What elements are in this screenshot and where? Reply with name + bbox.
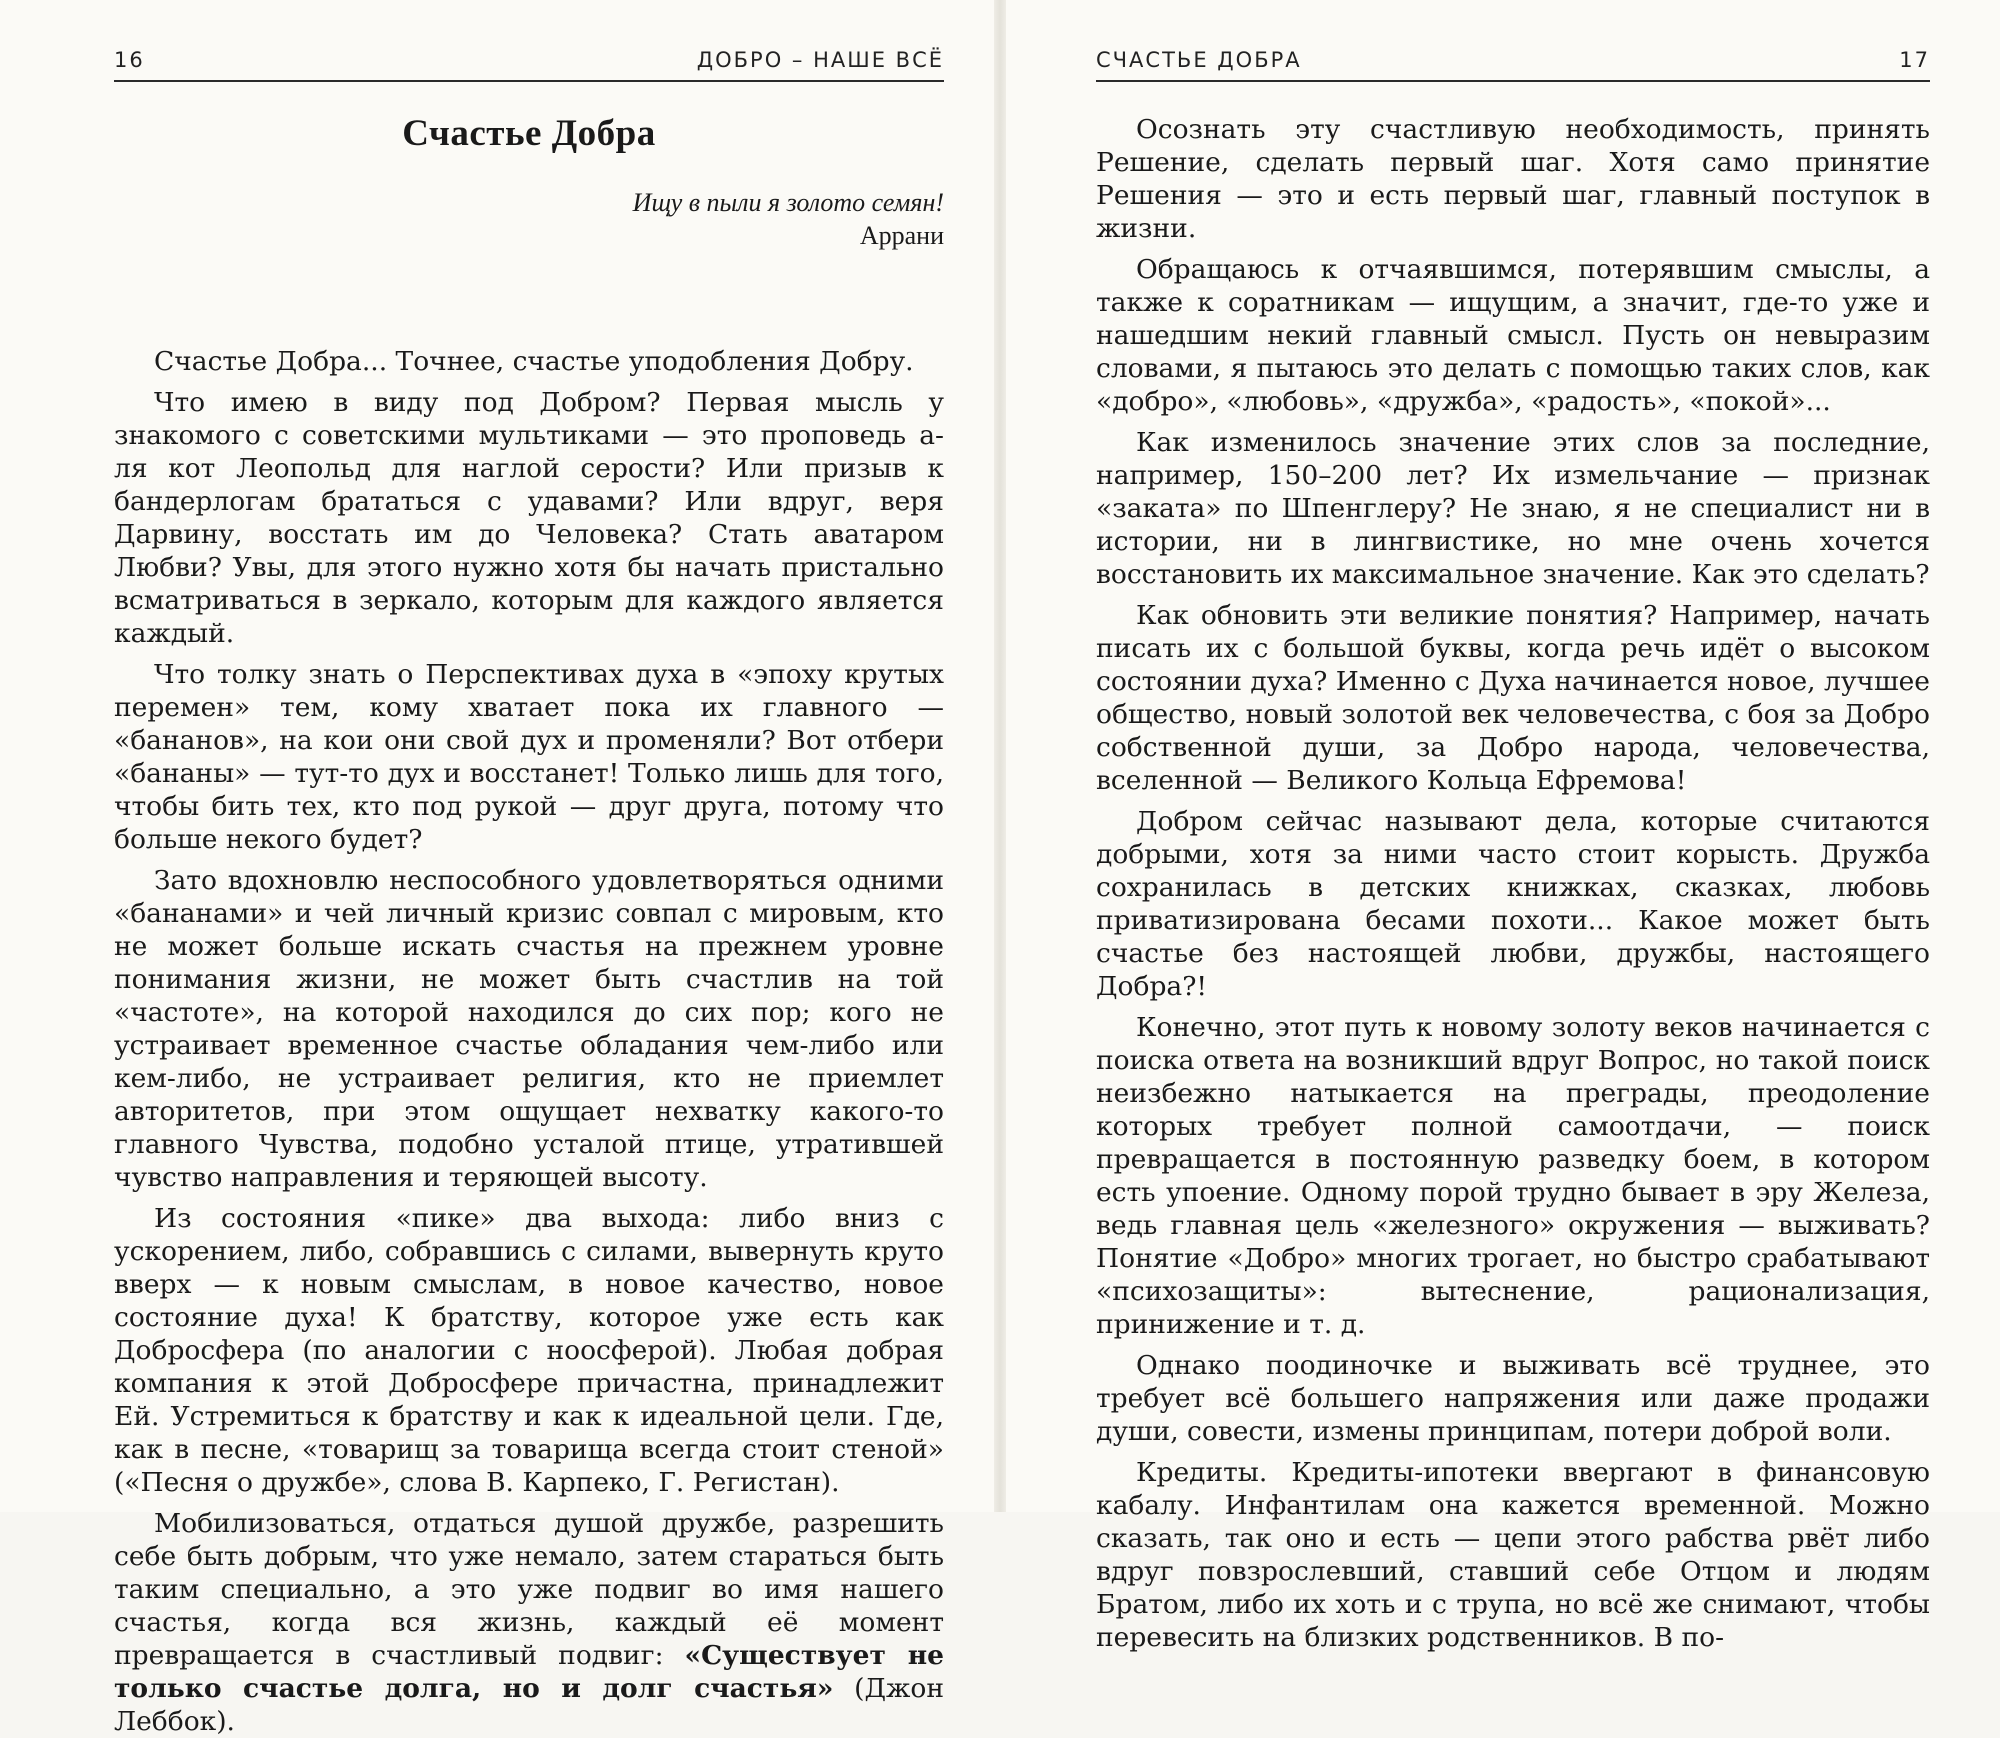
running-head: ДОБРО – НАШЕ ВСЁ	[696, 48, 944, 72]
paragraph: Что имею в виду под Добром? Первая мысль у знакомого с советскими мультиками — это проповедь а-ля кот Леопольд для наглой серости? Или призыв к бандерлогам брататься с удавами? Или вдруг, веря Дарвину, восстать им до Человека? Стать аватаром Любви? Увы, для этого нужно хотя бы начать пристально всматриваться в зеркало, которым для каждого является каждый.	[114, 387, 944, 649]
epigraph	[114, 186, 944, 252]
paragraph-text: Мобилизоваться, отдаться душой дружбе, разрешить себе быть добрым, что уже немало, затем стараться быть таким специально, а это уже подвиг во имя нашего счастья, когда вся жизнь, каждый её момент превращается в счастливый подвиг:	[114, 1508, 944, 1671]
paragraph: Добром сейчас называют дела, которые считаются добрыми, хотя за ними часто стоит корысть. Дружба сохранилась в детских книжках, сказках, любовь приватизирована бесами похоти... Какое может быть счастье без настоящей любви, дружбы, настоящего Добра?!	[1096, 806, 1930, 1002]
paragraph: Счастье Добра... Точнее, счастье уподобления Добру.	[154, 346, 914, 377]
left-page-body	[114, 345, 944, 1738]
right-page-body	[1096, 113, 1930, 1654]
quote-attribution: (Джон Леббок).	[114, 1673, 944, 1737]
page-number: 16	[114, 48, 145, 72]
paragraph: Что толку знать о Перспективах духа в «эпоху крутых перемен» тем, кому хватает пока их главного — «бананов», на кои они свой дух и променяли? Вот отбери «бананы» — тут-то дух и восстанет! Только лишь для того, чтобы бить тех, кто под рукой — друг друга, потому что больше некого будет?	[114, 659, 944, 855]
paragraph: Конечно, этот путь к новому золоту веков начинается с поиска ответа на возникший вдруг Вопрос, но такой поиск неизбежно натыкается на преграды, преодоление которых требует полной самоотдачи, — поиск превращается в постоянную разведку боем, в котором есть упоение. Одному порой трудно бывает в эру Железа, ведь главная цель «железного» окружения — выживать? Понятие «Добро» многих трогает, но быстро срабатывают «психозащиты»: вытеснение, рационализация, принижение и т. д.	[1096, 1012, 1930, 1340]
bold-quote: «Существует не только счастье долга, но и долг счастья»	[114, 1640, 944, 1704]
left-page-header	[114, 40, 944, 82]
left-page	[0, 0, 1000, 1737]
paragraph: Однако поодиночке и выживать всё труднее, это требует всё большего напряжения или даже продажи души, совести, измены принципам, потери доброй воли.	[1096, 1350, 1930, 1447]
paragraph: Обращаюсь к отчаявшимся, потерявшим смыслы, а также к соратникам — ищущим, а значит, где-то уже и нашедшим некий главный смысл. Пусть он невыразим словами, я пытаюсь это делать с помощью таких слов, как «добро», «любовь», «дружба», «радость», «покой»...	[1096, 254, 1930, 417]
right-page	[1000, 0, 2000, 1653]
chapter-title: Счастье Добра	[402, 113, 656, 154]
paragraph: Зато вдохновлю неспособного удовлетворяться одними «бананами» и чей личный кризис совпал с мировым, кто не может больше искать счастья на прежнем уровне понимания жизни, не может быть счастлив на той «частоте», на которой находился до сих пор; кого не устраивает временное счастье обладания чем-либо или кем-либо, не устраивает религия, кто не приемлет авторитетов, при этом ощущает нехватку какого-то главного Чувства, подобно усталой птице, утратившей чувство направления и теряющей высоту.	[114, 865, 944, 1193]
running-head: СЧАСТЬЕ ДОБРА	[1096, 48, 1302, 72]
paragraph: Кредиты. Кредиты-ипотеки ввергают в финансовую кабалу. Инфантилам она кажется временной. Можно сказать, так оно и есть — цепи этого рабства рвёт либо вдруг повзрослевший, ставший себе Отцом и людям Братом, либо их хоть и с трупа, но всё же снимают, чтобы перевесить на близких родственников. В по-	[1096, 1457, 1930, 1653]
epigraph-quote: Ищу в пыли я золото семян!	[632, 188, 944, 217]
book-gutter	[994, 0, 1006, 1512]
paragraph-last	[114, 1507, 944, 1738]
paragraph: Как обновить эти великие понятия? Например, начать писать их с большой буквы, когда речь идёт о высоком состоянии духа? Именно с Духа начинается новое, лучшее общество, новый золотой век человечества, с боя за Добро собственной души, за Добро народа, человечества, вселенной — Великого Кольца Ефремова!	[1096, 600, 1930, 796]
right-page-header	[1096, 40, 1930, 82]
paragraph: Осознать эту счастливую необходимость, принять Решение, сделать первый шаг. Хотя само принятие Решения — это и есть первый шаг, главный поступок в жизни.	[1096, 114, 1930, 244]
page-number: 17	[1899, 48, 1930, 72]
paragraph: Из состояния «пике» два выхода: либо вниз с ускорением, либо, собравшись с силами, вывернуть круто вверх — к новым смыслам, в новое качество, новое состояние духа! К братству, которое уже есть как Добросфера (по аналогии с ноосферой). Любая добрая компания к этой Добросфере причастна, принадлежит Ей. Устремиться к братству и как к идеальной цели. Где, как в песне, «товарищ за товарища всегда стоит стеной» («Песня о дружбе», слова В. Карпеко, Г. Регистан).	[114, 1203, 944, 1498]
epigraph-author: Аррани	[859, 221, 944, 250]
paragraph: Как изменилось значение этих слов за последние, например, 150–200 лет? Их измельчание — признак «заката» по Шпенглеру? Не знаю, я не специалист ни в истории, ни в лингвистике, но мне очень хочется восстановить их максимальное значение. Как это сделать?	[1096, 427, 1930, 590]
